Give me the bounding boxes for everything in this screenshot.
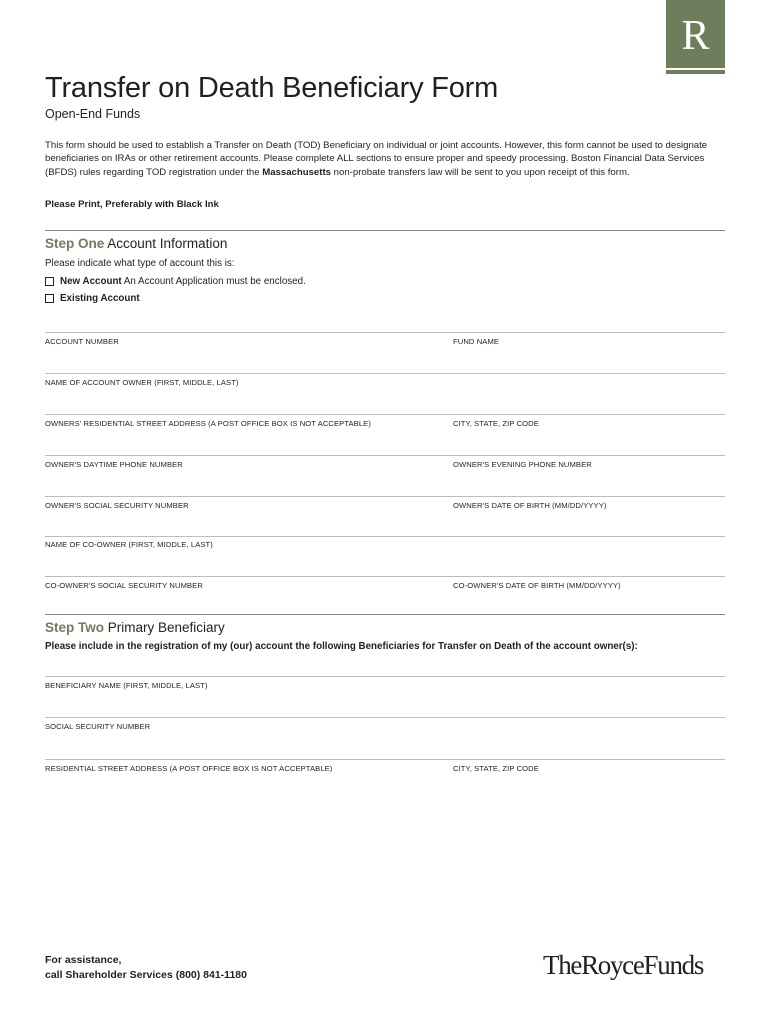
logo-underline (666, 70, 725, 74)
new-account-note: An Account Application must be enclosed. (123, 276, 306, 287)
field-line (45, 496, 725, 497)
field-line (45, 332, 725, 333)
section-divider (45, 614, 725, 615)
owner-dob-field[interactable]: OWNER'S DATE OF BIRTH (MM/DD/YYYY) (453, 501, 607, 510)
existing-account-checkbox[interactable] (45, 294, 54, 303)
fund-name-field[interactable]: FUND NAME (453, 337, 500, 346)
existing-account-option[interactable] (45, 293, 140, 304)
logo-letter: R (681, 13, 710, 59)
field-line (45, 676, 725, 677)
owner-day-phone-field[interactable]: OWNER'S DAYTIME PHONE NUMBER (45, 460, 183, 469)
intro-bold-word: Massachusetts (262, 166, 331, 178)
assistance-line-1: For assistance, (45, 954, 122, 966)
beneficiary-ssn-field[interactable]: SOCIAL SECURITY NUMBER (45, 722, 151, 731)
field-line (45, 759, 725, 760)
assistance-note (45, 953, 247, 982)
intro-text-before: This form should be used to establish a Transfer on Death (TOD) Beneficiary on individual or joint accounts. However, this form cannot be used to designate beneficiaries on IRAs or other retirement accounts. Please complete ALL sections to ensure proper and speedy processing. Boston Financial Data Services (BFDS) rules regarding TOD registration under the (45, 140, 708, 178)
owner-name-field[interactable]: NAME OF ACCOUNT OWNER (FIRST, MIDDLE, LAST) (45, 378, 239, 387)
coowner-ssn-field[interactable]: CO-OWNER'S SOCIAL SECURITY NUMBER (45, 581, 203, 590)
beneficiary-address-field[interactable]: RESIDENTIAL STREET ADDRESS (A POST OFFICE BOX IS NOT ACCEPTABLE) (45, 764, 333, 773)
field-line (45, 455, 725, 456)
step-two-heading (45, 620, 225, 635)
beneficiary-city-field[interactable]: CITY, STATE, ZIP CODE (453, 764, 539, 773)
owner-address-field[interactable]: OWNERS' RESIDENTIAL STREET ADDRESS (A POST OFFICE BOX IS NOT ACCEPTABLE) (45, 419, 371, 428)
field-line (45, 414, 725, 415)
royce-logo (666, 0, 725, 68)
field-line (45, 536, 725, 537)
step-one-title: Account Information (107, 236, 228, 251)
intro-paragraph (45, 139, 725, 179)
owner-city-field[interactable]: CITY, STATE, ZIP CODE (453, 419, 539, 428)
new-account-option[interactable] (45, 276, 306, 287)
step-two-title: Primary Beneficiary (107, 620, 225, 635)
section-divider (45, 230, 725, 231)
step-one-instruction: Please indicate what type of account this is: (45, 258, 235, 269)
step-one-number: Step One (45, 236, 105, 251)
intro-text-after: non-probate transfers law will be sent to you upon receipt of this form. (331, 166, 630, 178)
owner-ssn-field[interactable]: OWNER'S SOCIAL SECURITY NUMBER (45, 501, 189, 510)
field-line (45, 373, 725, 374)
owner-evening-phone-field[interactable]: OWNER'S EVENING PHONE NUMBER (453, 460, 592, 469)
step-two-number: Step Two (45, 620, 104, 635)
coowner-dob-field[interactable]: CO-OWNER'S DATE OF BIRTH (MM/DD/YYYY) (453, 581, 621, 590)
print-note: Please Print, Preferably with Black Ink (45, 199, 219, 210)
field-line (45, 576, 725, 577)
coowner-name-field[interactable]: NAME OF CO-OWNER (FIRST, MIDDLE, LAST) (45, 540, 213, 549)
account-number-field[interactable]: ACCOUNT NUMBER (45, 337, 119, 346)
beneficiary-name-field[interactable]: BENEFICIARY NAME (FIRST, MIDDLE, LAST) (45, 681, 208, 690)
new-account-checkbox[interactable] (45, 277, 54, 286)
new-account-label: New Account (60, 276, 122, 287)
step-two-instruction: Please include in the registration of my (our) account the following Beneficiaries for Transfer on Death of the account owner(s): (45, 641, 638, 652)
form-title: Transfer on Death Beneficiary Form (45, 72, 499, 104)
step-one-heading (45, 236, 227, 251)
field-line (45, 717, 725, 718)
brand-wordmark: TheRoyceFunds (543, 950, 704, 980)
assistance-line-2: call Shareholder Services (800) 841-1180 (45, 968, 247, 981)
existing-account-label: Existing Account (60, 293, 140, 304)
form-subtitle: Open-End Funds (45, 107, 141, 121)
